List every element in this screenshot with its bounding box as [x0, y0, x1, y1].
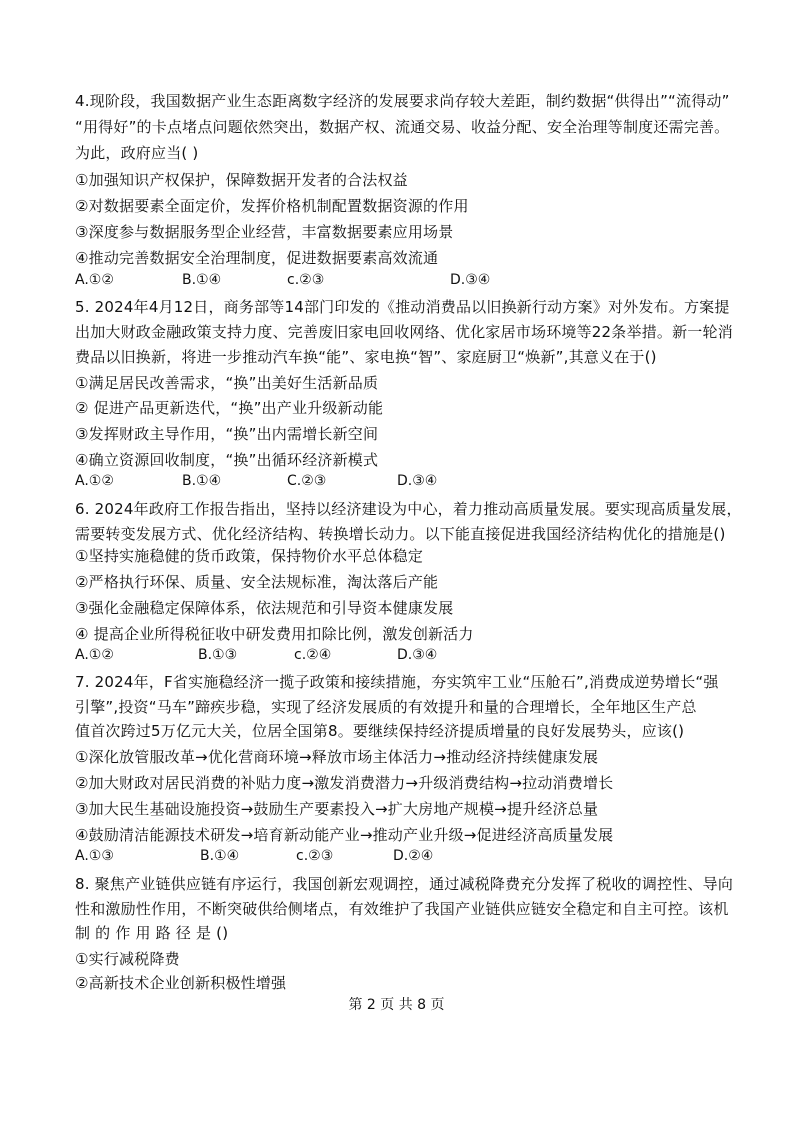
answer-statement: ①加强知识产权保护，保障数据开发者的合法权益 [75, 171, 408, 189]
option-a: A.①② [75, 647, 114, 663]
answer-statement: ②加大财政对居民消费的补贴力度→激发消费潜力→升级消费结构→拉动消费增长 [75, 774, 614, 792]
option-d: D.③④ [397, 647, 438, 663]
option-b: B.①③ [198, 647, 238, 663]
answer-statement: ②对数据要素全面定价，发挥价格机制配置数据资源的作用 [75, 197, 469, 215]
option-d: D.③④ [397, 473, 438, 489]
question-stem-line: 5. 2024年4月12日，商务部等14部门印发的《推动消费品以旧换新行动方案》对外发布。方案提 [75, 298, 730, 316]
option-d: D.②④ [393, 848, 434, 864]
question-stem-line: 性和激励性作用，不断突破供给侧堵点，有效维护了我国产业链供应链安全稳定和自主可控。该机 [75, 900, 729, 918]
option-c: C.②③ [287, 473, 327, 489]
answer-statement: ①坚持实施稳健的货币政策，保持物价水平总体稳定 [75, 547, 424, 565]
answer-statement: ③强化金融稳定保障体系，依法规范和引导资本健康发展 [75, 599, 454, 617]
question-stem-line: 值首次跨过5万亿元大关，位居全国第8。要继续保持经济提质增量的良好发展势头，应该() [75, 722, 685, 740]
answer-statement: ③加大民生基础设施投资→鼓励生产要素投入→扩大房地产规模→提升经济总量 [75, 800, 599, 818]
question-stem-line: 出加大财政金融政策支持力度、完善废旧家电回收网络、优化家居市场环境等22条举措。新一轮消 [75, 323, 733, 341]
option-a: A.①② [75, 272, 114, 288]
question-stem-line: 4.现阶段，我国数据产业生态距离数字经济的发展要求尚存较大差距，制约数据“供得出”“流得动” [75, 92, 730, 110]
option-d: D.③④ [450, 272, 491, 288]
answer-statement: ②严格执行环保、质量、安全法规标准，淘汰落后产能 [75, 573, 439, 591]
answer-statement: ② 促进产品更新迭代，“换”出产业升级新动能 [75, 399, 384, 417]
question-stem-line: 费品以旧换新，将进一步推动汽车换“能”、家电换“智”、家庭厨卫“焕新”,其意义在于() [75, 348, 657, 366]
answer-statement: ①深化放管服改革→优化营商环境→释放市场主体活力→推动经济持续健康发展 [75, 748, 599, 766]
option-a: A.①② [75, 473, 114, 489]
question-stem-line: 7. 2024年，F省实施稳经济一揽子政策和接续措施，夯实筑牢工业“压舱石”,消费成逆势增长“强 [75, 673, 719, 691]
question-stem-line: 为此，政府应当( ) [75, 144, 199, 162]
answer-statement: ①满足居民改善需求，“换”出美好生活新品质 [75, 374, 379, 392]
answer-statement: ④ 提高企业所得税征收中研发费用扣除比例，激发创新活力 [75, 625, 474, 643]
question-stem-line: 8. 聚焦产业链供应链有序运行，我国创新宏观调控，通过减税降费充分发挥了税收的调控性、导向 [75, 875, 734, 893]
option-a: A.①③ [75, 848, 114, 864]
option-b: B.①④ [182, 473, 222, 489]
question-stem-line: “用得好”的卡点堵点问题依然突出，数据产权、流通交易、收益分配、安全治理等制度还需完善。 [75, 118, 730, 136]
question-stem-line: 6. 2024年政府工作报告指出，坚持以经济建设为中心，着力推动高质量发展。要实现高质量发展， [75, 500, 742, 518]
answer-statement: ③深度参与数据服务型企业经营，丰富数据要素应用场景 [75, 223, 454, 241]
question-stem-line: 需要转变发展方式、优化经济结构、转换增长动力。以下能直接促进我国经济结构优化的措施是() [75, 525, 726, 543]
question-stem-line: 引擎”,投资“马车”蹄疾步稳，实现了经济发展质的有效提升和量的合理增长，全年地区生产总 [75, 698, 697, 716]
option-b: B.①④ [200, 848, 240, 864]
option-b: B.①④ [182, 272, 222, 288]
answer-statement: ④鼓励清洁能源技术研发→培育新动能产业→推动产业升级→促进经济高质量发展 [75, 826, 614, 844]
answer-statement: ④推动完善数据安全治理制度，促进数据要素高效流通 [75, 249, 439, 267]
answer-statement: ②高新技术企业创新积极性增强 [75, 974, 287, 992]
answer-statement: ④确立资源回收制度，“换”出循环经济新模式 [75, 451, 379, 469]
answer-statement: ③发挥财政主导作用，“换”出内需增长新空间 [75, 425, 379, 443]
answer-statement: ①实行减税降费 [75, 950, 180, 968]
option-c: c.②③ [296, 848, 334, 864]
option-c: c.②④ [294, 647, 332, 663]
option-c: c.②③ [287, 272, 325, 288]
question-stem-line: 制 的 作 用 路 径 是 () [75, 924, 229, 942]
page-footer: 第 2 页 共 8 页 [348, 997, 445, 1013]
